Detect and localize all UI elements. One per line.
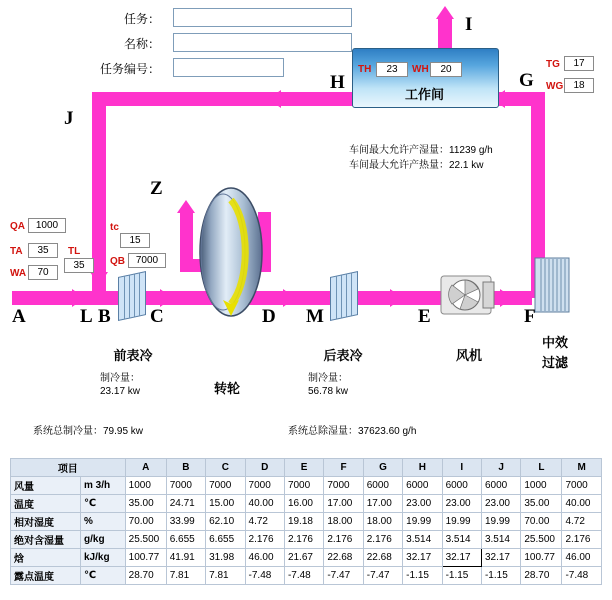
table-cell[interactable]: 25.500 (125, 531, 166, 549)
wa-label: WA (10, 268, 27, 279)
table-cell[interactable]: 22.68 (363, 549, 402, 567)
wheel-label: 转轮 (213, 381, 240, 396)
table-cell[interactable]: 32.17 (442, 549, 481, 567)
station-Z: Z (150, 178, 163, 199)
table-cell[interactable]: 35.00 (521, 495, 562, 513)
table-cell[interactable]: 7000 (245, 477, 284, 495)
qb-value[interactable]: 7000 (128, 253, 166, 268)
table-cell[interactable]: 18.00 (324, 513, 363, 531)
table-row (11, 513, 602, 531)
table-col-F: F (324, 459, 363, 477)
flow-arrow-a (72, 289, 85, 307)
station-I: I (465, 14, 473, 35)
table-cell[interactable]: 7000 (166, 477, 205, 495)
th-value[interactable]: 23 (376, 62, 408, 77)
station-B: B (98, 306, 111, 327)
flow-arrow-e (500, 289, 513, 307)
postcool-capacity-label: 制冷量： (308, 373, 348, 384)
table-cell[interactable]: 24.71 (166, 495, 205, 513)
table-col-H: H (403, 459, 442, 477)
fan-unit[interactable] (440, 272, 496, 318)
medium-efficiency-filter[interactable] (533, 256, 573, 314)
table-col-A: A (125, 459, 166, 477)
station-M: M (306, 306, 324, 327)
qa-value[interactable]: 1000 (28, 218, 66, 233)
table-cell[interactable]: 7000 (284, 477, 323, 495)
wh-label: WH (412, 64, 429, 75)
table-row-unit: m 3/h (81, 477, 126, 495)
task-label: 任务： (123, 12, 160, 26)
flow-arrow-d (390, 289, 403, 307)
table-cell[interactable]: 7000 (562, 477, 602, 495)
tc-label: tc (110, 222, 119, 233)
table-cell[interactable]: 7.81 (166, 567, 205, 585)
table-cell[interactable]: 35.00 (125, 495, 166, 513)
table-cell[interactable]: 32.17 (403, 549, 442, 567)
table-cell[interactable]: 62.10 (206, 513, 245, 531)
station-G: G (519, 70, 534, 91)
ta-value[interactable]: 35 (28, 243, 58, 258)
table-cell[interactable]: 6000 (403, 477, 442, 495)
table-cell[interactable]: 1000 (521, 477, 562, 495)
table-cell[interactable]: 7000 (324, 477, 363, 495)
tl-label: TL (68, 246, 81, 257)
code-input[interactable] (173, 58, 284, 77)
table-cell[interactable]: 23.00 (481, 495, 520, 513)
table-cell[interactable]: 32.17 (481, 549, 520, 567)
table-col-D: D (245, 459, 284, 477)
table-cell[interactable]: 19.99 (442, 513, 481, 531)
filter-label-2: 过滤 (541, 355, 568, 370)
total-dehumidification: 系统总除湿量：37623.60 g/h (288, 426, 417, 437)
table-cell[interactable]: 2.176 (284, 531, 323, 549)
table-cell[interactable]: 15.00 (206, 495, 245, 513)
wa-value[interactable]: 70 (28, 265, 58, 280)
table-cell[interactable]: 4.72 (245, 513, 284, 531)
table-col-L: L (521, 459, 562, 477)
table-cell[interactable]: 25.500 (521, 531, 562, 549)
postcool-label: 后表冷 (323, 348, 363, 363)
table-cell[interactable]: -1.15 (481, 567, 520, 585)
table-cell[interactable]: -7.48 (562, 567, 602, 585)
table-row-label: 风量 (11, 477, 81, 495)
table-header-row (11, 459, 602, 477)
workroom-title: 工作间 (404, 87, 444, 102)
table-row-label: 绝对含湿量 (11, 531, 81, 549)
table-row-unit: g/kg (81, 531, 126, 549)
table-cell[interactable]: 4.72 (562, 513, 602, 531)
table-cell[interactable]: 3.514 (403, 531, 442, 549)
station-C: C (150, 306, 164, 327)
table-cell[interactable]: 40.00 (245, 495, 284, 513)
table-cell[interactable]: 31.98 (206, 549, 245, 567)
flow-arrow-b (160, 289, 173, 307)
table-cell[interactable]: 70.00 (521, 513, 562, 531)
table-cell[interactable]: 17.00 (363, 495, 402, 513)
duct-exhaust-up (438, 16, 452, 52)
table-row (11, 477, 602, 495)
table-cell[interactable]: 17.00 (324, 495, 363, 513)
wg-label: WG (546, 81, 564, 92)
desiccant-wheel[interactable] (190, 182, 272, 322)
table-cell[interactable]: -7.48 (245, 567, 284, 585)
results-table (10, 458, 602, 585)
table-cell[interactable]: 100.77 (125, 549, 166, 567)
table-body (11, 477, 602, 585)
postcool-capacity-value: 56.78 kw (308, 386, 349, 397)
station-F: F (524, 306, 536, 327)
station-L: L (80, 306, 93, 327)
pre-cooling-coil[interactable] (118, 271, 146, 321)
tc-value[interactable]: 15 (120, 233, 150, 248)
flow-arrow-return (268, 90, 281, 108)
table-cell[interactable]: 19.18 (284, 513, 323, 531)
table-cell[interactable]: 100.77 (521, 549, 562, 567)
name-label: 名称： (123, 37, 160, 51)
table-cell[interactable]: 33.99 (166, 513, 205, 531)
table-cell[interactable]: 28.70 (521, 567, 562, 585)
table-row-label: 露点温度 (11, 567, 81, 585)
duct-return-top (92, 92, 360, 106)
fan-label: 风机 (455, 348, 482, 363)
table-cell[interactable]: 1000 (125, 477, 166, 495)
th-label: TH (358, 64, 372, 75)
qa-label: QA (10, 221, 25, 232)
tg-value[interactable]: 17 (564, 56, 594, 71)
table-cell[interactable]: -7.47 (324, 567, 363, 585)
table-col-E: E (284, 459, 323, 477)
table-cell[interactable]: 19.99 (481, 513, 520, 531)
table-cell[interactable]: 41.91 (166, 549, 205, 567)
station-D: D (262, 306, 276, 327)
results-table-wrap (10, 458, 602, 585)
table-cell[interactable]: 3.514 (481, 531, 520, 549)
table-cell[interactable]: -1.15 (403, 567, 442, 585)
table-cell[interactable]: 46.00 (245, 549, 284, 567)
station-H: H (330, 72, 345, 93)
table-row-unit: ℃ (81, 495, 126, 513)
table-cell[interactable]: 2.176 (245, 531, 284, 549)
table-cell[interactable]: 6000 (481, 477, 520, 495)
table-col-B: B (166, 459, 205, 477)
table-col-header: 项目 (11, 459, 126, 477)
table-cell[interactable]: 22.68 (324, 549, 363, 567)
table-cell[interactable]: 2.176 (363, 531, 402, 549)
table-cell[interactable]: 23.00 (442, 495, 481, 513)
table-cell[interactable]: 46.00 (562, 549, 602, 567)
table-col-G: G (363, 459, 402, 477)
precool-capacity-label: 制冷量： (100, 373, 140, 384)
table-cell[interactable]: 70.00 (125, 513, 166, 531)
filter-label-1: 中效 (541, 335, 568, 350)
table-cell[interactable]: 2.176 (562, 531, 602, 549)
ta-label: TA (10, 246, 23, 257)
workroom-note-moisture: 车间最大允许产湿量：11239 g/h (349, 145, 493, 156)
table-cell[interactable]: 6000 (442, 477, 481, 495)
wg-value[interactable]: 18 (564, 78, 594, 93)
table-cell[interactable]: 6000 (363, 477, 402, 495)
table-col-I: I (442, 459, 481, 477)
table-row-label: 温度 (11, 495, 81, 513)
duct-return-down (92, 92, 106, 298)
table-cell[interactable]: 40.00 (562, 495, 602, 513)
station-A: A (12, 306, 26, 327)
table-cell[interactable]: 6.655 (166, 531, 205, 549)
workroom-note-heat: 车间最大允许产热量：22.1 kw (349, 160, 484, 171)
precool-label: 前表冷 (113, 348, 153, 363)
wh-value[interactable]: 20 (430, 62, 462, 77)
table-col-C: C (206, 459, 245, 477)
table-cell[interactable]: -7.47 (363, 567, 402, 585)
table-cell[interactable]: 19.99 (403, 513, 442, 531)
table-cell[interactable]: 16.00 (284, 495, 323, 513)
table-cell[interactable]: 2.176 (324, 531, 363, 549)
table-row (11, 495, 602, 513)
table-row-unit: ℃ (81, 567, 126, 585)
code-label: 任务编号： (99, 62, 160, 76)
table-cell[interactable]: 21.67 (284, 549, 323, 567)
table-row (11, 549, 602, 567)
table-cell[interactable]: 3.514 (442, 531, 481, 549)
table-col-J: J (481, 459, 520, 477)
table-row-label: 焓 (11, 549, 81, 567)
table-row-label: 相对湿度 (11, 513, 81, 531)
task-input[interactable] (173, 8, 352, 27)
total-cooling: 系统总制冷量：79.95 kw (33, 426, 144, 437)
post-cooling-coil[interactable] (330, 271, 358, 321)
table-cell[interactable]: 7.81 (206, 567, 245, 585)
table-cell[interactable]: -7.48 (284, 567, 323, 585)
tl-value[interactable]: 35 (64, 258, 94, 273)
table-row-unit: % (81, 513, 126, 531)
table-cell[interactable]: 28.70 (125, 567, 166, 585)
qb-label: QB (110, 256, 125, 267)
name-input[interactable] (173, 33, 352, 52)
table-cell[interactable]: 23.00 (403, 495, 442, 513)
station-J: J (64, 108, 74, 129)
flow-arrow-exhaust (436, 6, 454, 19)
table-cell[interactable]: -1.15 (442, 567, 481, 585)
table-cell[interactable]: 18.00 (363, 513, 402, 531)
flow-arrow-c (283, 289, 296, 307)
flow-arrow-return-down (90, 272, 108, 285)
table-row (11, 531, 602, 549)
table-row (11, 567, 602, 585)
table-cell[interactable]: 7000 (206, 477, 245, 495)
table-cell[interactable]: 6.655 (206, 531, 245, 549)
station-E: E (418, 306, 431, 327)
precool-capacity-value: 23.17 kw (100, 386, 141, 397)
table-row-unit: kJ/kg (81, 549, 126, 567)
table-col-M: M (562, 459, 602, 477)
tg-label: TG (546, 59, 560, 70)
